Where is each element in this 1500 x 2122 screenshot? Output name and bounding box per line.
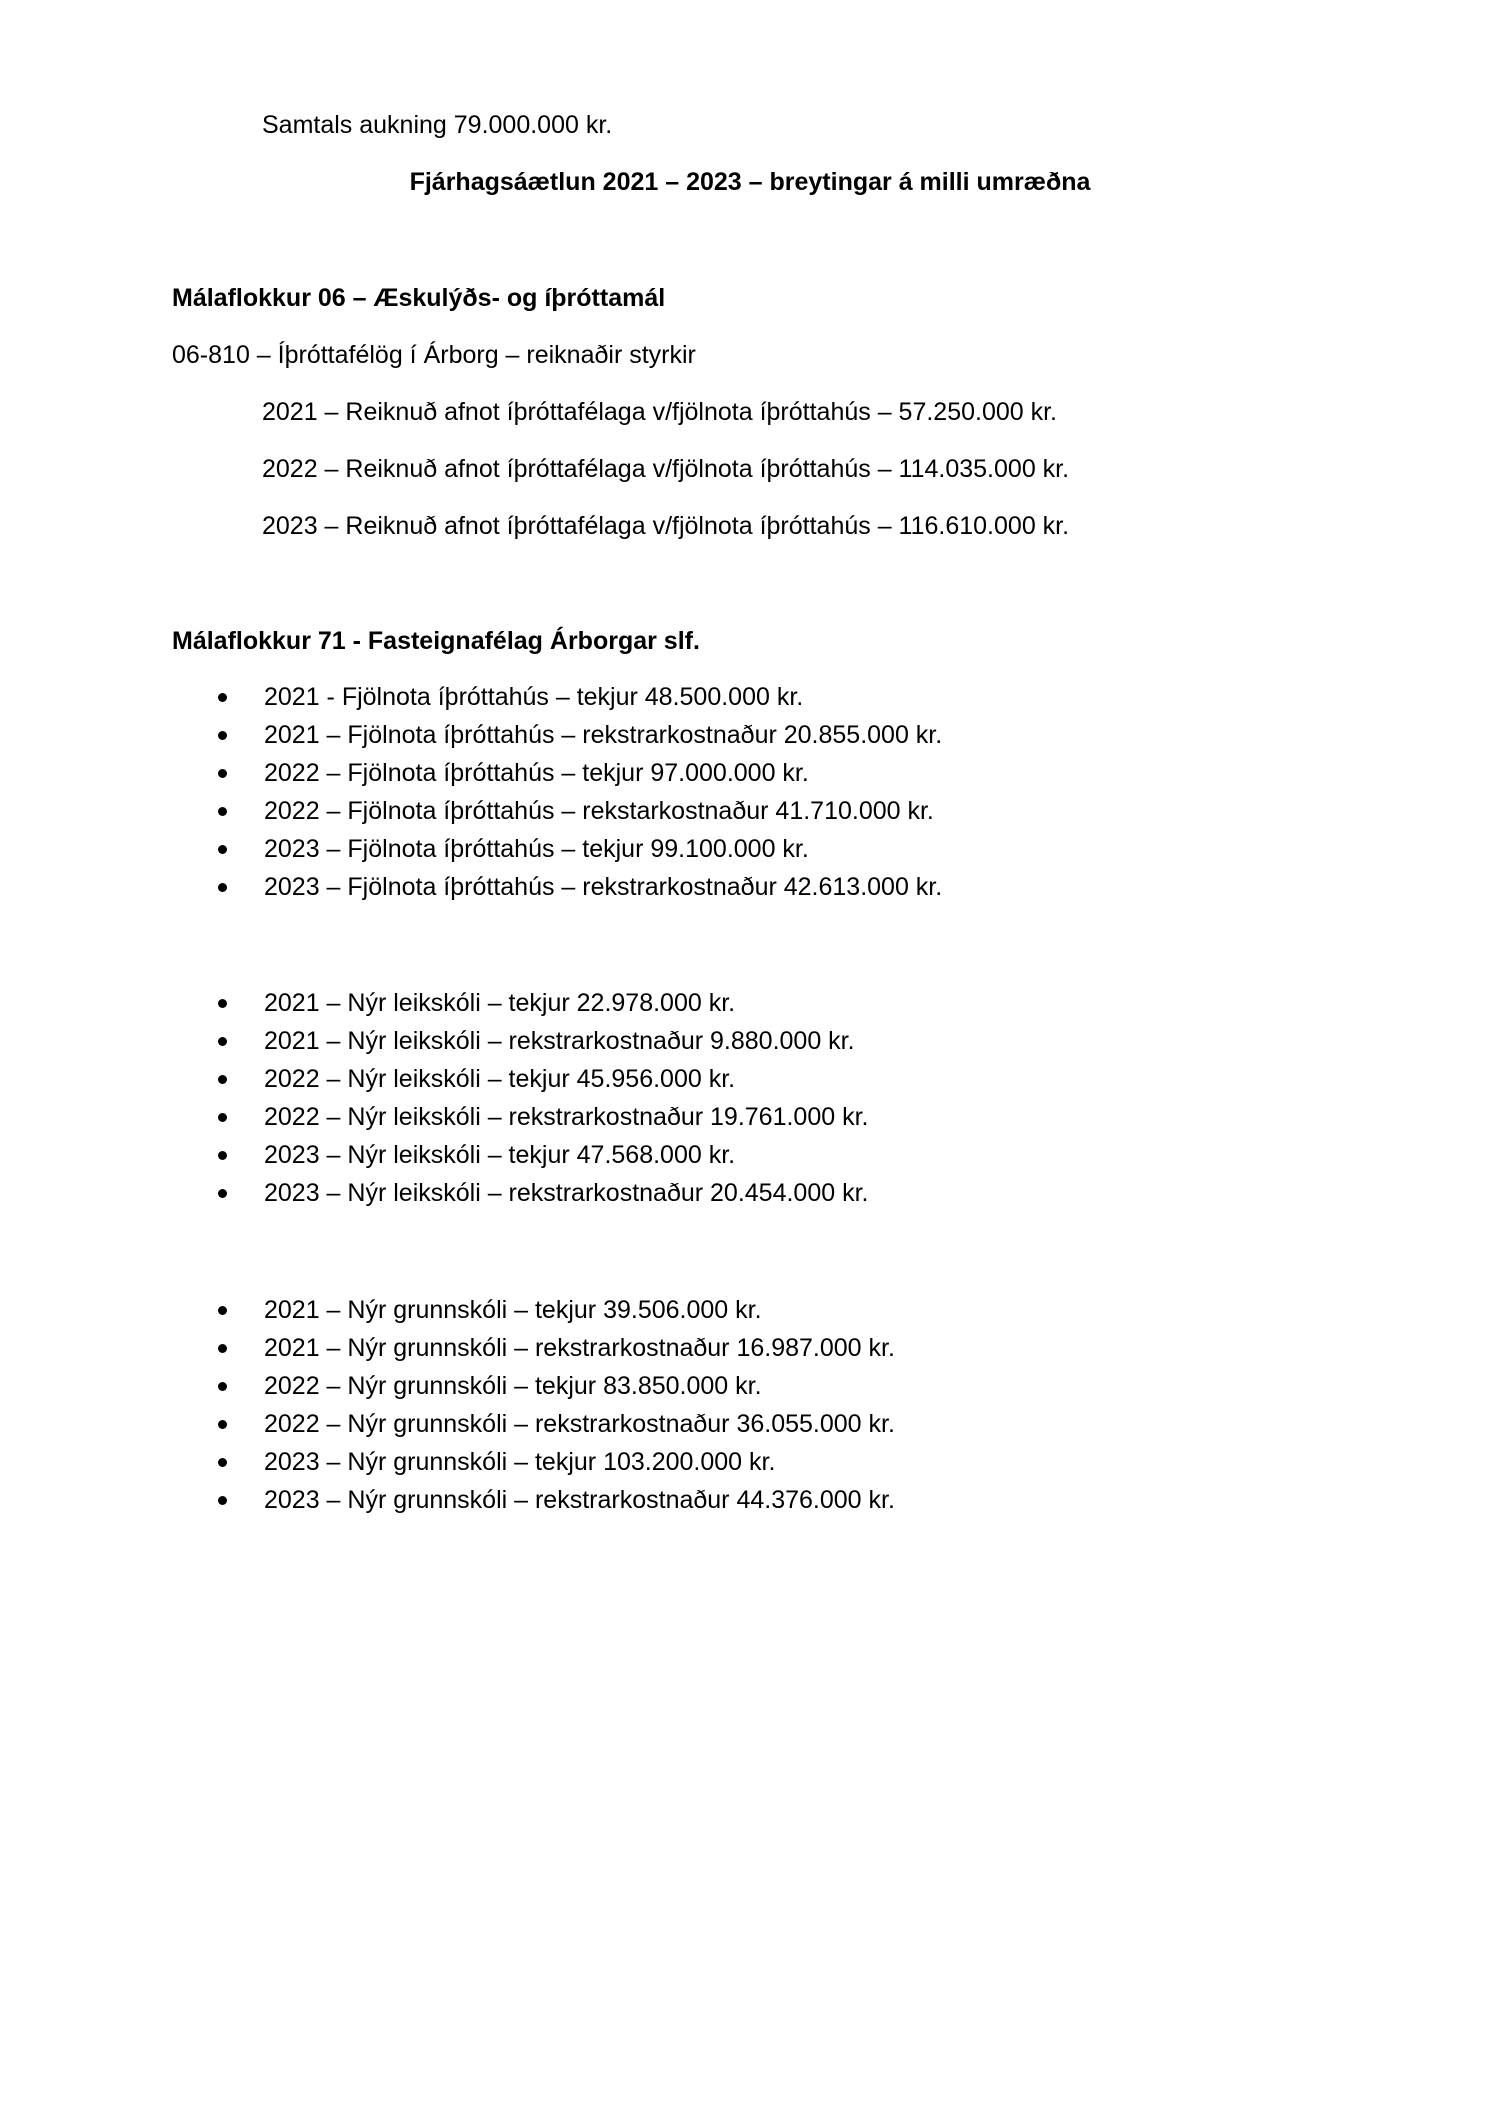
- bullet-icon: [218, 1037, 227, 1046]
- list-item: 2022 – Nýr leikskóli – rekstrarkostnaður 19.761.000 kr.: [214, 1098, 868, 1136]
- list-item: 2021 – Nýr leikskóli – tekjur 22.978.000 kr.: [214, 984, 868, 1022]
- list-item: 2022 – Fjölnota íþróttahús – rekstarkostnaður 41.710.000 kr.: [214, 792, 942, 830]
- list-item: 2023 – Fjölnota íþróttahús – tekjur 99.100.000 kr.: [214, 830, 942, 868]
- total-increase-line: Samtals aukning 79.000.000 kr.: [262, 111, 613, 139]
- list-item: 2021 - Fjölnota íþróttahús – tekjur 48.500.000 kr.: [214, 678, 942, 716]
- section-71-heading: Málaflokkur 71 - Fasteignafélag Árborgar slf.: [172, 627, 700, 655]
- bullet-icon: [218, 1075, 227, 1084]
- list-item: 2021 – Nýr grunnskóli – rekstrarkostnaður 16.987.000 kr.: [214, 1329, 895, 1367]
- bullet-icon: [218, 1496, 227, 1505]
- bullet-icon: [218, 845, 227, 854]
- school-list: [214, 1291, 895, 1519]
- list-item: 2022 – Nýr leikskóli – tekjur 45.956.000 kr.: [214, 1060, 868, 1098]
- bullet-icon: [218, 1382, 227, 1391]
- bullet-icon: [218, 1189, 227, 1198]
- list-item: 2023 – Nýr grunnskóli – rekstrarkostnaður 44.376.000 kr.: [214, 1481, 895, 1519]
- list-item: 2023 – Nýr grunnskóli – tekjur 103.200.000 kr.: [214, 1443, 895, 1481]
- section-06-line-2021: 2021 – Reiknuð afnot íþróttafélaga v/fjölnota íþróttahús – 57.250.000 kr.: [262, 398, 1058, 426]
- section-06-line-2023: 2023 – Reiknuð afnot íþróttafélaga v/fjölnota íþróttahús – 116.610.000 kr.: [262, 512, 1070, 540]
- list-item: 2022 – Fjölnota íþróttahús – tekjur 97.000.000 kr.: [214, 754, 942, 792]
- bullet-icon: [218, 1306, 227, 1315]
- list-item: 2022 – Nýr grunnskóli – tekjur 83.850.000 kr.: [214, 1367, 895, 1405]
- list-item: 2021 – Nýr leikskóli – rekstrarkostnaður 9.880.000 kr.: [214, 1022, 868, 1060]
- section-06-heading: Málaflokkur 06 – Æskulýðs- og íþróttamál: [172, 284, 666, 312]
- sports-hall-list: [214, 678, 942, 906]
- bullet-icon: [218, 1344, 227, 1353]
- bullet-icon: [218, 1151, 227, 1160]
- bullet-icon: [218, 1113, 227, 1122]
- list-item: 2021 – Fjölnota íþróttahús – rekstrarkostnaður 20.855.000 kr.: [214, 716, 942, 754]
- bullet-icon: [218, 883, 227, 892]
- bullet-icon: [218, 1458, 227, 1467]
- preschool-list: [214, 984, 868, 1212]
- bullet-icon: [218, 807, 227, 816]
- bullet-icon: [218, 999, 227, 1008]
- list-item: 2021 – Nýr grunnskóli – tekjur 39.506.000 kr.: [214, 1291, 895, 1329]
- section-06-line-2022: 2022 – Reiknuð afnot íþróttafélaga v/fjölnota íþróttahús – 114.035.000 kr.: [262, 455, 1070, 483]
- document-title: Fjárhagsáætlun 2021 – 2023 – breytingar á milli umræðna: [409, 168, 1091, 196]
- list-item: 2022 – Nýr grunnskóli – rekstrarkostnaður 36.055.000 kr.: [214, 1405, 895, 1443]
- list-item: 2023 – Nýr leikskóli – tekjur 47.568.000 kr.: [214, 1136, 868, 1174]
- section-06-subheading: 06-810 – Íþróttafélög í Árborg – reiknaðir styrkir: [172, 341, 696, 369]
- bullet-icon: [218, 693, 227, 702]
- bullet-icon: [218, 769, 227, 778]
- list-item: 2023 – Nýr leikskóli – rekstrarkostnaður 20.454.000 kr.: [214, 1174, 868, 1212]
- list-item: 2023 – Fjölnota íþróttahús – rekstrarkostnaður 42.613.000 kr.: [214, 868, 942, 906]
- bullet-icon: [218, 731, 227, 740]
- bullet-icon: [218, 1420, 227, 1429]
